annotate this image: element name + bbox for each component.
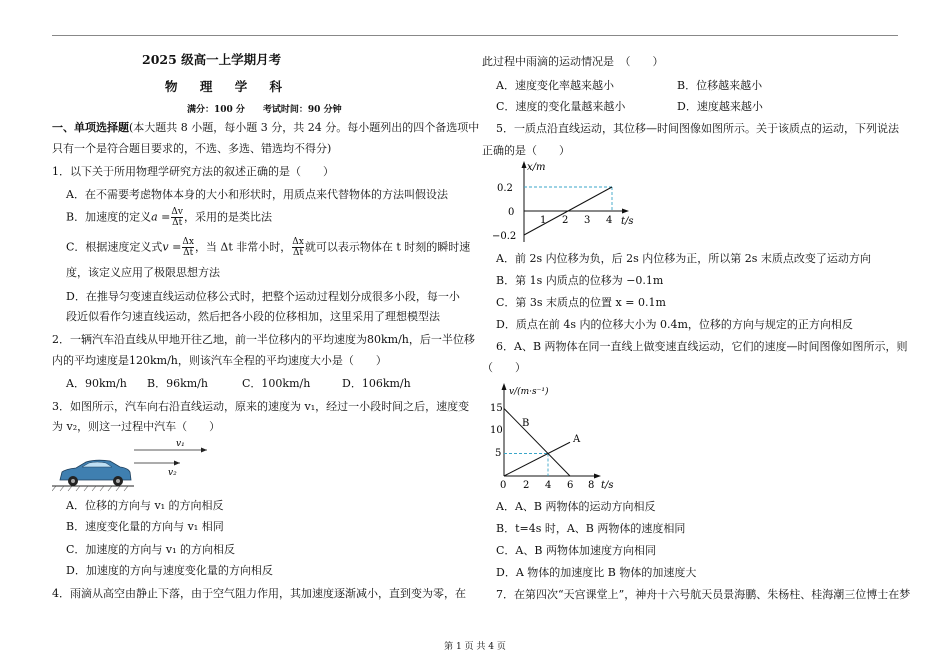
q6-xtick-6: 6 — [567, 480, 574, 491]
q1-b-fraction: $\frac{\Delta v}{\Delta t}$ — [171, 207, 183, 228]
section-desc-2: 只有一个是符合题目要求的，不选、多选、错选均不得分) — [52, 142, 332, 155]
q6-xtick-0: 0 — [500, 480, 507, 491]
q2-stem: 2．一辆汽车沿直线从甲地开往乙地，前一半位移内的平均速度为80km/h，后一半位移 — [52, 333, 475, 346]
page-footer: 第 1 页 共 4 页 — [444, 642, 506, 652]
q6-option-d: D．A 物体的加速度比 B 物体的加速度大 — [496, 566, 697, 579]
q4-stem-cont: 此过程中雨滴的运动情况是 （ ） — [482, 55, 664, 68]
q1-stem: 1．以下关于所用物理学研究方法的叙述正确的是（ ） — [52, 165, 334, 178]
q1-option-d: D．在推导匀变速直线运动位移公式时，把整个运动过程划分成很多小段，每一小 — [66, 290, 460, 303]
q1-option-c-cont: 度，该定义应用了极限思想方法 — [66, 266, 220, 279]
q3-option-c: C．加速度的方向与 v₁ 的方向相反 — [66, 543, 236, 556]
q5-x-axis-arrow — [622, 209, 629, 214]
q1-option-b: B．加速度的定义a = $\frac{\Delta v}{\Delta t}$ ，采用的是类比法 — [66, 207, 272, 228]
q5-stem-cont: 正确的是（ ） — [482, 144, 570, 157]
q6-stem: 6．A、B 两物体在同一直线上做变速直线运动，它们的速度—时间图像如图所示，则 — [496, 340, 908, 353]
q5-ytick-neg0.2: −0.2 — [492, 231, 517, 242]
q5-xtick-2: 2 — [562, 215, 569, 226]
ground-hatch — [52, 486, 128, 491]
q6-vt-chart — [487, 380, 657, 492]
q6-x-label: t/s — [601, 480, 614, 491]
q6-ytick-15: 15 — [490, 403, 503, 414]
q2-option-b: B．96km/h — [147, 377, 208, 390]
q4-option-b: B．位移越来越小 — [677, 79, 763, 92]
q2-stem-cont: 内的平均速度是120km/h，则该汽车全程的平均速度大小是（ ） — [52, 354, 387, 367]
q1-c-fraction: $\frac{\Delta x}{\Delta t}$ — [182, 237, 194, 258]
exam-meta: 满分：100 分 考试时间：90 分钟 — [187, 105, 342, 115]
q6-y-label: v/(m·s⁻¹) — [509, 387, 549, 397]
q5-y-axis-arrow — [522, 161, 527, 168]
q2-option-a: A．90km/h — [66, 377, 127, 390]
q6-series-a — [504, 442, 570, 476]
q3-option-a: A．位移的方向与 v₁ 的方向相反 — [66, 499, 224, 512]
q1-c-fraction-2: $\frac{\Delta x}{\Delta t}$ — [292, 237, 304, 258]
q5-option-b: B．第 1s 内质点的位移为 −0.1m — [496, 274, 664, 287]
q6-ytick-5: 5 — [495, 448, 502, 459]
q5-y-label: x/m — [527, 162, 546, 173]
q5-xt-chart — [487, 158, 647, 246]
q6-series-b — [504, 409, 570, 477]
v2-arrowhead — [174, 461, 180, 466]
q4-option-c: C．速度的变化量越来越小 — [496, 100, 626, 113]
q6-stem-cont: （ ） — [482, 361, 526, 374]
q5-ytick-0: 0 — [508, 207, 515, 218]
q3-stem-cont: 为 v₂，则这一过程中汽车（ ） — [52, 420, 221, 433]
q6-y-axis-arrow — [502, 383, 507, 390]
q6-option-b: B．t=4s 时，A、B 两物体的速度相同 — [496, 522, 686, 535]
car-figure — [52, 436, 252, 494]
q3-option-d: D．加速度的方向与速度变化量的方向相反 — [66, 564, 273, 577]
q4-option-a: A．速度变化率越来越小 — [496, 79, 614, 92]
q5-xtick-3: 3 — [584, 215, 591, 226]
q5-stem: 5．一质点沿直线运动，其位移—时间图像如图所示。关于该质点的运动，下列说法 — [496, 122, 899, 135]
q7-stem: 7．在第四次“天宫课堂上”，神舟十六号航天员景海鹏、朱杨柱、桂海潮三位博士在梦 — [496, 588, 911, 601]
v1-arrowhead — [201, 448, 207, 453]
section-title: 一、单项选择题 — [52, 121, 129, 134]
q5-xtick-1: 1 — [540, 215, 547, 226]
q6-option-a: A．A、B 两物体的运动方向相反 — [496, 500, 656, 513]
q1-option-a: A．在不需要考虑物体本身的大小和形状时，用质点来代替物体的方法叫假设法 — [66, 188, 448, 201]
header-rule — [52, 35, 898, 36]
q5-x-label: t/s — [621, 216, 634, 227]
q5-ytick-0.2: 0.2 — [497, 183, 513, 194]
q6-label-a: A — [573, 434, 581, 445]
q3-option-b: B．速度变化量的方向与 v₁ 相同 — [66, 520, 224, 533]
q5-xtick-4: 4 — [606, 215, 613, 226]
section-desc: (本大题共 8 小题，每小题 3 分，共 24 分。每小题列出的四个备选项中 — [129, 121, 480, 134]
q6-x-axis-arrow — [594, 474, 601, 479]
v1-label: v₁ — [176, 439, 185, 449]
q1-option-c: C．根据速度定义式v = $\frac{\Delta x}{\Delta t}$ ，当 Δt 非常小时， $\frac{\Delta x}{\Delta t}$ 就可以表示物体在 t 时刻的瞬时速 — [66, 237, 471, 258]
q5-option-c: C．第 3s 末质点的位置 x = 0.1m — [496, 296, 666, 309]
section-heading — [52, 121, 479, 135]
q6-label-b: B — [522, 418, 530, 429]
q6-xtick-2: 2 — [523, 480, 530, 491]
q6-xtick-8: 8 — [588, 480, 595, 491]
q6-ytick-10: 10 — [490, 425, 503, 436]
q2-option-c: C．100km/h — [242, 377, 311, 390]
subject-title: 物 理 学 科 — [165, 79, 292, 94]
q6-xtick-4: 4 — [545, 480, 552, 491]
q1-option-d-cont: 段近似看作匀速直线运动，然后把各小段的位移相加，这里采用了理想模型法 — [66, 310, 440, 323]
q6-option-c: C．A、B 两物体加速度方向相同 — [496, 544, 656, 557]
car-icon — [60, 460, 131, 486]
q5-option-d: D．质点在前 4s 内的位移大小为 0.4m，位移的方向与规定的正方向相反 — [496, 318, 853, 331]
q2-option-d: D．106km/h — [342, 377, 411, 390]
q3-stem: 3．如图所示，汽车向右沿直线运动，原来的速度为 v₁，经过一小段时间之后，速度变 — [52, 400, 470, 413]
q5-option-a: A．前 2s 内位移为负，后 2s 内位移为正，所以第 2s 末质点改变了运动方向 — [496, 252, 871, 265]
q4-option-d: D．速度越来越小 — [677, 100, 763, 113]
exam-title: 2025 级高一上学期月考 — [142, 52, 282, 67]
v2-label: v₂ — [168, 468, 177, 478]
q4-stem: 4．雨滴从高空由静止下落，由于空气阻力作用，其加速度逐渐减小，直到变为零，在 — [52, 587, 466, 600]
